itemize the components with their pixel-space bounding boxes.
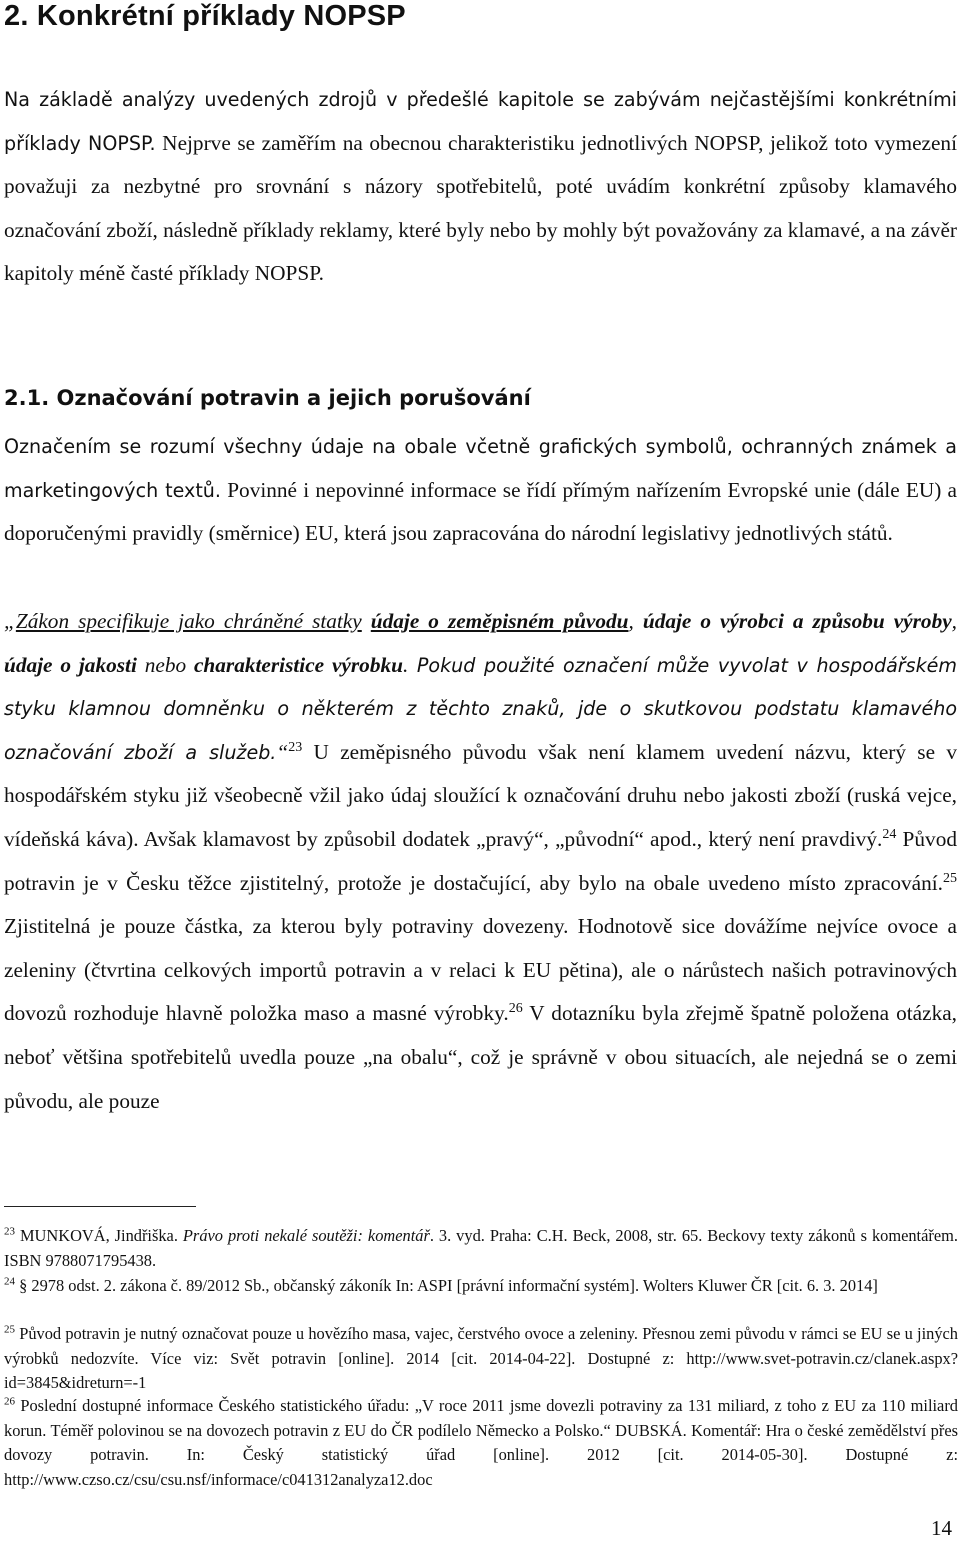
footnote-26	[4, 1394, 958, 1492]
footnote-text: § 2978 odst. 2. zákona č. 89/2012 Sb., občanský zákoník In: ASPI [právní informační systém]. Wolters Kluwer ČR [cit. 6. 3. 2014]	[15, 1276, 878, 1295]
quote-open: „	[4, 609, 16, 633]
section-heading: 2.1. Označování potravin a jejich porušování	[4, 386, 531, 410]
quote-text-2: Pokud použité označení může vyvolat v hospodářském styku klamnou domněnku o některém z těchto znaků, jde o skutkovou podstatu klamavého označování zboží a služeb.	[4, 653, 958, 764]
footnote-24	[4, 1274, 958, 1299]
footnote-number: 26	[4, 1395, 15, 1408]
intro-sentence-1: Na základě analýzy uvedených zdrojů v předešlé kapitole se zabývám nejčastějšími konkrétními příklady NOPSP.	[4, 88, 957, 155]
footnote-book-title: Právo proti nekalé soutěži: komentář	[182, 1226, 430, 1245]
labeling-paragraph	[4, 425, 957, 556]
chapter-heading: 2. Konkrétní příklady NOPSP	[4, 0, 406, 32]
footnote-text: . 3. vyd. Praha: C.H. Beck, 2008, str. 65. Beckovy texty zákonů s komentářem. ISBN 9788071795438.	[4, 1226, 958, 1270]
footnote-number: 25	[4, 1323, 15, 1336]
quote-bold-quality: údaje o jakosti	[4, 652, 137, 677]
footnote-text: Původ potravin je nutný označovat pouze u hovězího masa, vajec, čerstvého ovoce a zeleniny. Přesnou zemi původu v rámci se EU se u jiných výrobků nedozvíte. Více viz: Svět potravin [online]. 2014 [cit. 2014-04-22]. Dostupné z: http://www.svet-potravin.cz/clanek.aspx?id=3845&idreturn=-1	[4, 1324, 958, 1392]
intro-sentence-2: Nejprve se zaměřím na obecnou charakteristiku jednotlivých NOPSP, jelikož toto vymezení považuji za nezbytné pro srovnání s názory spotřebitelů, poté uvádím konkrétní způsoby klamavého označování zboží, následně příklady reklamy, které byly nebo by mohly být považovány za klamavé, a na závěr kapitoly méně časté příklady NOPSP.	[4, 130, 957, 286]
labeling-regulation: Povinné i nepovinné informace se řídí přímým nařízením Evropské unie (dále EU) a doporučenými pravidly (směrnice) EU, která jsou zapracována do národní legislativy jednotlivých států.	[4, 477, 958, 546]
quote-close: “	[276, 739, 289, 764]
footnote-23	[4, 1224, 958, 1273]
law-text-4: V dotazníku byla zřejmě špatně položena otázka, neboť většina spotřebitelů uvedla pouze „na obalu“, což je správně v obou situacích, ale nejedná se o zemi původu, ale pouze	[4, 1001, 957, 1113]
footnote-number: 23	[4, 1225, 15, 1238]
quote-sep-1: ,	[628, 609, 643, 633]
footnote-number: 24	[4, 1275, 15, 1288]
footnote-divider	[4, 1206, 196, 1207]
footnote-ref-25[interactable]: 25	[943, 870, 957, 886]
quote-sep-4: .	[402, 652, 409, 677]
quote-bold-producer: údaje o výrobci a způsobu výroby	[642, 609, 952, 633]
footnote-text: Poslední dostupné informace Českého statistického úřadu: „V roce 2011 jsme dovezli potraviny za 131 miliard, z toho z EU za 110 miliard korun. Téměř polovinou se na dovozech potravin z EU do ČR podílelo Německo a Polsko.“ DUBSKÁ. Komentář: Hra o české zemědělství přes dovozy potravin. In: Český statistický úřad [online]. 2012 [cit. 2014-05-30]. Dostupné z: http://www.czso.cz/csu/csu.nsf/informace/c041312analyza12.doc	[4, 1396, 958, 1489]
footnote-25	[4, 1322, 958, 1396]
quote-text-1: Zákon specifikuje jako chráněné statky	[15, 609, 362, 633]
footnote-ref-23[interactable]: 23	[288, 739, 303, 755]
law-paragraph	[4, 600, 957, 1123]
footnote-ref-24[interactable]: 24	[882, 826, 897, 842]
law-text-3: Zjistitelná je pouze částka, za kterou byly potraviny dovezeny. Hodnotově sice dovážíme nejvíce ovoce a zeleniny (čtvrtina celkových importů potravin a v relaci k EU pětina), ale o nárůstech našich potravinových dovozů rozhoduje hlavně položka maso a masné výrobky.	[4, 914, 957, 1026]
footnote-ref-26[interactable]: 26	[508, 1001, 523, 1017]
quote-sep-2: ,	[951, 609, 957, 633]
intro-paragraph	[4, 78, 957, 296]
quote-bold-characteristics: charakteristice výrobku	[193, 652, 403, 677]
quote-bold-origin: údaje o zeměpisném původu	[370, 609, 629, 633]
law-text-1: U zeměpisného původu však není klamem uvedení názvu, který se v hospodářském styku již všeobecně vžil jako údaj sloužící k označování druhu nebo jakosti zboží (ruská vejce, vídeňská káva). Avšak klamavost by způsobil dodatek „pravý“, „původní“ apod., který není pravdivý.	[4, 739, 957, 851]
law-text-2: Původ potravin je v Česku těžce zjistitelný, protože je dostačující, aby bylo na obale uvedeno místo zpracování.	[4, 826, 957, 895]
page-number: 14	[931, 1516, 952, 1540]
quote-sep-3: nebo	[136, 652, 194, 677]
labeling-definition: Označením se rozumí všechny údaje na obale včetně grafických symbolů, ochranných známek a marketingových textů.	[4, 435, 957, 502]
footnote-text: MUNKOVÁ, Jindřiška.	[15, 1226, 183, 1245]
